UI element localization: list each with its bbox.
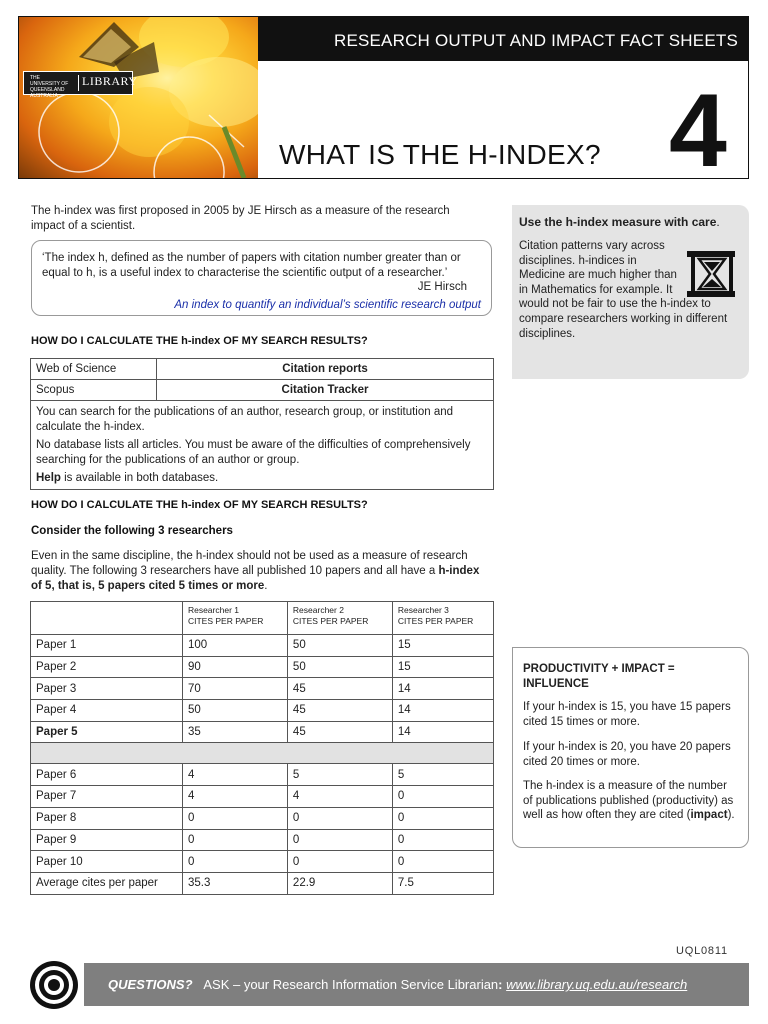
influence-box: [512, 647, 749, 848]
para-text-a: Even in the same discipline, the h-index should not be used as a measure of research quality. The following 3 researchers have all published 10 papers and all have a: [31, 550, 468, 577]
series-banner: RESEARCH OUTPUT AND IMPACT FACT SHEETS: [258, 17, 748, 61]
cites-cell: 50: [287, 656, 392, 678]
cites-cell: 0: [182, 851, 287, 873]
paper-label: Paper 4: [31, 700, 183, 722]
target-logo-icon: [29, 960, 79, 1010]
cites-cell: 0: [287, 851, 392, 873]
researcher-name: Researcher 2: [292, 605, 344, 615]
logo-divider: [78, 75, 79, 91]
table-row: [31, 635, 494, 657]
influence-p2: If your h-index is 20, you have 20 papers cited 20 times or more.: [523, 741, 731, 768]
table-row: [31, 359, 494, 380]
researchers-table: [30, 601, 494, 895]
database-table: [30, 358, 494, 490]
researcher-sub: CITES PER PAPER: [292, 616, 369, 626]
researcher-name: Researcher 1: [187, 605, 239, 615]
cites-cell: 35.3: [182, 872, 287, 894]
logo-university-text: THE UNIVERSITY OF QUEENSLAND AUSTRALIA: [30, 75, 69, 99]
note-help: [36, 471, 488, 486]
cites-cell: 14: [392, 700, 493, 722]
cites-cell: 15: [392, 656, 493, 678]
paper-label: Paper 3: [31, 678, 183, 700]
researcher-header: [182, 602, 287, 635]
cites-cell: 0: [182, 829, 287, 851]
paper-label: Paper 10: [31, 851, 183, 873]
influence-p3-c: ).: [727, 809, 735, 822]
table-row: [31, 721, 494, 743]
table-row: [31, 764, 494, 786]
researcher-header: [392, 602, 493, 635]
footer-colon: :: [498, 977, 503, 992]
cites-cell: 7.5: [392, 872, 493, 894]
cites-cell: 45: [287, 678, 392, 700]
database-tool: Citation Tracker: [157, 380, 494, 401]
table-row: [31, 851, 494, 873]
table-row: [31, 829, 494, 851]
table-row: [31, 656, 494, 678]
cites-cell: 0: [392, 807, 493, 829]
section-heading-2: HOW DO I CALCULATE THE h-index OF MY SEARCH RESULTS?: [31, 499, 368, 511]
paper-label: Paper 8: [31, 807, 183, 829]
care-text: [519, 239, 745, 341]
cites-cell: 45: [287, 700, 392, 722]
table-row: [31, 380, 494, 401]
paper-label: Paper 1: [31, 635, 183, 657]
influence-p1: If your h-index is 15, you have 15 papers cited 15 times or more.: [523, 701, 731, 728]
cites-cell: 5: [287, 764, 392, 786]
influence-p3-bold: impact: [690, 809, 728, 822]
table-header-row: [31, 602, 494, 635]
para-text-bold: h-index of 5, that is, 5 papers cited 5 times or more: [31, 565, 480, 592]
cites-cell: 45: [287, 721, 392, 743]
hourglass-icon: [685, 249, 735, 297]
paper-label: Paper 5: [31, 721, 183, 743]
paper-label: Paper 7: [31, 786, 183, 808]
table-row: [31, 807, 494, 829]
care-title-bold: Use the h-index measure with care: [519, 215, 717, 229]
paper-label: Paper 6: [31, 764, 183, 786]
database-notes: [31, 401, 494, 490]
researcher-sub: CITES PER PAPER: [187, 616, 264, 626]
cites-cell: 70: [182, 678, 287, 700]
care-sidebar: [512, 205, 749, 379]
table-row: [31, 678, 494, 700]
cites-cell: 0: [182, 807, 287, 829]
sheet-number: 4: [669, 73, 727, 189]
paper-label: Paper 2: [31, 656, 183, 678]
logo-library-text: LIBRARY: [82, 74, 138, 88]
intro-paragraph: The h-index was first proposed in 2005 by JE Hirsch as a measure of the research impact of a scientist.: [31, 205, 450, 232]
table-row: [31, 786, 494, 808]
care-text-body: Citation patterns vary across disciplines. h-indices in Medicine are much higher than in Mathematics for example. It would not be fair to use the h-index to compare researchers working in different disciplines.: [519, 240, 728, 340]
database-name: Scopus: [31, 380, 157, 401]
section-heading-1: HOW DO I CALCULATE THE h-index OF MY SEARCH RESULTS?: [31, 335, 368, 347]
cites-cell: 0: [287, 829, 392, 851]
table-row: [31, 872, 494, 894]
cites-cell: 35: [182, 721, 287, 743]
cites-cell: 4: [182, 786, 287, 808]
cites-cell: 100: [182, 635, 287, 657]
divider-cell: [31, 743, 494, 764]
paper-label: Average cites per paper: [31, 872, 183, 894]
researcher-sub: CITES PER PAPER: [397, 616, 474, 626]
quote-author: JE Hirsch: [417, 281, 467, 293]
database-name: Web of Science: [31, 359, 157, 380]
paper-label: Paper 9: [31, 829, 183, 851]
cites-cell: 50: [287, 635, 392, 657]
university-library-logo: [23, 71, 138, 99]
care-title-end: .: [716, 215, 720, 229]
consider-heading: Consider the following 3 researchers: [31, 525, 233, 537]
help-bold: Help: [36, 472, 61, 484]
cites-cell: 50: [182, 700, 287, 722]
questions-footer: [84, 963, 749, 1006]
help-rest: is available in both databases.: [60, 472, 219, 484]
cites-cell: 90: [182, 656, 287, 678]
cites-cell: 22.9: [287, 872, 392, 894]
influence-heading: PRODUCTIVITY + IMPACT = INFLUENCE: [523, 663, 675, 690]
note-line-1: You can search for the publications of an author, research group, or institution and calculate the h-index.: [36, 406, 454, 433]
researcher-header: [287, 602, 392, 635]
influence-p3-a: The h-index is a measure of the number of publications published (productivity) as well as how often they are cited (: [523, 780, 734, 822]
note-line-2: No database lists all articles. You must be aware of the difficulties of comprehensively searching for the publications of an author or group.: [36, 439, 471, 466]
cites-cell: 4: [287, 786, 392, 808]
cites-cell: 14: [392, 721, 493, 743]
database-tool: Citation reports: [157, 359, 494, 380]
footer-ask-text: ASK – your Research Information Service Librarian: [203, 977, 499, 992]
para-text-c: .: [264, 580, 268, 592]
research-librarian-link[interactable]: www.library.uq.edu.au/research: [506, 977, 688, 992]
cites-cell: 0: [287, 807, 392, 829]
page-title: WHAT IS THE H-INDEX?: [279, 139, 601, 170]
document-code: UQL0811: [676, 945, 728, 957]
cites-cell: 5: [392, 764, 493, 786]
cites-cell: 0: [392, 786, 493, 808]
cites-cell: 4: [182, 764, 287, 786]
table-row: [31, 401, 494, 490]
cites-cell: 0: [392, 829, 493, 851]
cites-cell: 0: [392, 851, 493, 873]
researcher-name: Researcher 3: [397, 605, 449, 615]
quote-subtitle: An index to quantify an individual’s scientific research output: [174, 299, 481, 311]
footer-questions: QUESTIONS?: [108, 977, 193, 992]
quote-text: ‘The index h, defined as the number of papers with citation number greater than or equal to h, is a useful index to characterise the scientific output of a researcher.’: [42, 252, 461, 279]
fact-sheet-header: [18, 16, 749, 189]
header-blank: [31, 602, 183, 635]
researchers-paragraph: [31, 549, 491, 594]
h-index-divider-row: [31, 743, 494, 764]
hirsch-quote-box: [31, 240, 492, 316]
table-row: [31, 700, 494, 722]
cites-cell: 14: [392, 678, 493, 700]
influence-p3: [523, 779, 738, 823]
cites-cell: 15: [392, 635, 493, 657]
care-title: [519, 215, 720, 229]
flower-butterfly-image: [19, 17, 258, 178]
